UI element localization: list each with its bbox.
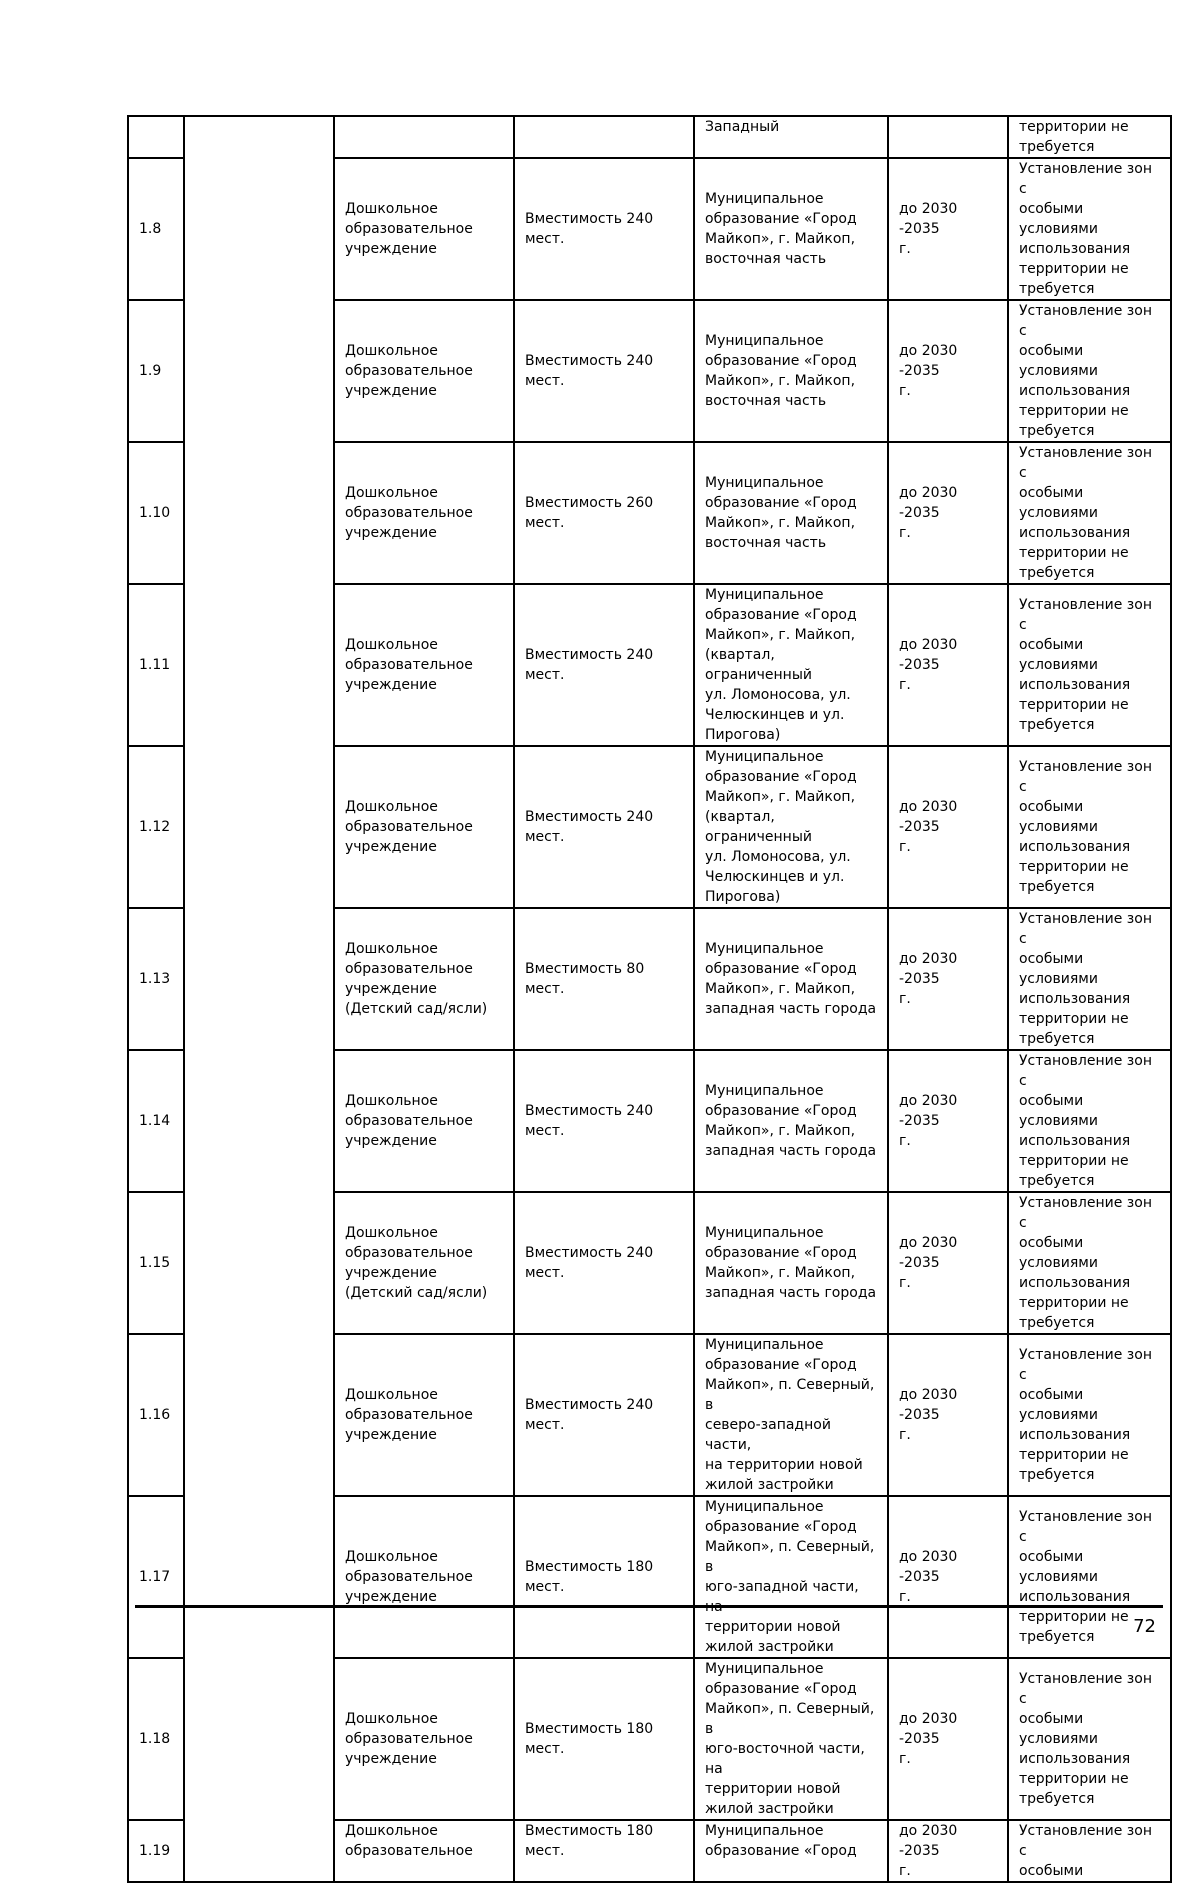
term-cell: до 2030 -2035 г. — [888, 442, 1008, 584]
term-cell: до 2030 -2035 г. — [888, 746, 1008, 908]
capacity-cell: Вместимость 260 мест. — [514, 442, 694, 584]
location-cell: Муниципальное образование «Город Майкоп», г. Майкоп, восточная часть — [694, 158, 888, 300]
object-cell: Дошкольное образовательное учреждение — [334, 1050, 514, 1192]
note-cell: Установление зон с особыми условиями использования территории не требуется — [1008, 1496, 1171, 1658]
number-cell: 1.16 — [128, 1334, 184, 1496]
object-cell: Дошкольное образовательное учреждение (Детский сад/ясли) — [334, 908, 514, 1050]
page-number: 72 — [1133, 1616, 1156, 1637]
table-body — [128, 116, 1171, 1882]
object-cell — [334, 116, 514, 158]
capacity-cell: Вместимость 240 мест. — [514, 158, 694, 300]
object-cell: Дошкольное образовательное учреждение — [334, 300, 514, 442]
location-cell: Муниципальное образование «Город Майкоп», г. Майкоп, западная часть города — [694, 1050, 888, 1192]
location-cell: Муниципальное образование «Город Майкоп», п. Северный, в юго-западной части, территории новой жилой застройки — [694, 1496, 888, 1658]
term-cell: до 2030 -2035 г. — [888, 908, 1008, 1050]
term-cell: до 2030 -2035 г. — [888, 300, 1008, 442]
note-cell: Установление зон с особыми условиями использования территории не требуется — [1008, 300, 1171, 442]
note-cell: Установление зон с особыми условиями использования территории не требуется — [1008, 442, 1171, 584]
location-cell: Западный — [694, 116, 888, 158]
location-cell: Муниципальное образование «Город Майкоп», г. Майкоп, восточная часть — [694, 300, 888, 442]
number-cell: 1.11 — [128, 584, 184, 746]
table-row-continuation — [128, 116, 1171, 158]
capacity-cell: Вместимость 240 мест. — [514, 300, 694, 442]
capacity-cell: Вместимость 180 мест. — [514, 1496, 694, 1658]
note-cell: Установление зон с особыми условиями использования территории не требуется — [1008, 584, 1171, 746]
object-cell: Дошкольное образовательное учреждение — [334, 1658, 514, 1820]
object-cell: Дошкольное образовательное учреждение — [334, 442, 514, 584]
note-cell: Установление зон с особыми условиями использования территории не требуется — [1008, 1334, 1171, 1496]
number-cell: 1.9 — [128, 300, 184, 442]
object-cell: Дошкольное образовательное учреждение — [334, 746, 514, 908]
location-cell: Муниципальное образование «Город Майкоп», г. Майкоп, (квартал, ограниченный ул. Ломоносова, ул. Челюскинцев и ул. Пирогова) — [694, 584, 888, 746]
capacity-cell: Вместимость 240 мест. — [514, 584, 694, 746]
capacity-cell — [514, 116, 694, 158]
number-cell: 1.10 — [128, 442, 184, 584]
number-cell: 1.12 — [128, 746, 184, 908]
location-cell: Муниципальное образование «Город Майкоп», п. Северный, в юго-восточной части, на территории новой жилой застройки — [694, 1658, 888, 1820]
capacity-cell: Вместимость 240 мест. — [514, 1192, 694, 1334]
note-cell: Установление зон с особыми условиями использования территории не требуется — [1008, 1050, 1171, 1192]
term-cell: до 2030 -2035 г. — [888, 1820, 1008, 1882]
note-cell: Установление зон с особыми — [1008, 1820, 1171, 1882]
number-cell: 1.17 — [128, 1496, 184, 1658]
group-cell — [184, 116, 334, 1882]
term-cell: до 2030 -2035 г. — [888, 584, 1008, 746]
note-cell: Установление зон с особыми условиями использования территории не требуется — [1008, 1658, 1171, 1820]
capacity-cell: Вместимость 240 мест. — [514, 1334, 694, 1496]
location-cell: Муниципальное образование «Город Майкоп», п. Северный, в северо-западной части, на территории новой жилой застройки — [694, 1334, 888, 1496]
term-cell — [888, 116, 1008, 158]
object-cell: Дошкольное образовательное учреждение — [334, 584, 514, 746]
term-cell: до 2030 -2035 г. — [888, 1496, 1008, 1658]
note-cell: территории не требуется — [1008, 116, 1171, 158]
number-cell: 1.19 — [128, 1820, 184, 1882]
number-cell: 1.14 — [128, 1050, 184, 1192]
capacity-cell: Вместимость 240 мест. — [514, 746, 694, 908]
object-cell: Дошкольное образовательное учреждение (Детский сад/ясли) — [334, 1192, 514, 1334]
note-cell: Установление зон с особыми условиями использования территории не требуется — [1008, 1192, 1171, 1334]
footer-rule — [135, 1605, 1163, 1608]
number-cell: 1.8 — [128, 158, 184, 300]
number-cell: 1.15 — [128, 1192, 184, 1334]
note-cell: Установление зон с особыми условиями использования территории не требуется — [1008, 158, 1171, 300]
number-cell — [128, 116, 184, 158]
capacity-cell: Вместимость 80 мест. — [514, 908, 694, 1050]
note-cell: Установление зон с особыми условиями использования территории не требуется — [1008, 908, 1171, 1050]
location-cell: Муниципальное образование «Город Майкоп», г. Майкоп, западная часть города — [694, 908, 888, 1050]
term-cell: до 2030 -2035 г. — [888, 1192, 1008, 1334]
term-cell: до 2030 -2035 г. — [888, 1658, 1008, 1820]
object-cell: Дошкольное образовательное учреждение — [334, 158, 514, 300]
object-cell: Дошкольное образовательное — [334, 1820, 514, 1882]
term-cell: до 2030 -2035 г. — [888, 1050, 1008, 1192]
number-cell: 1.18 — [128, 1658, 184, 1820]
object-cell: Дошкольное образовательное учреждение — [334, 1496, 514, 1658]
note-cell: Установление зон с особыми условиями использования территории не требуется — [1008, 746, 1171, 908]
location-cell: Муниципальное образование «Город — [694, 1820, 888, 1882]
location-cell: Муниципальное образование «Город Майкоп», г. Майкоп, западная часть города — [694, 1192, 888, 1334]
location-cell: Муниципальное образование «Город Майкоп», г. Майкоп, восточная часть — [694, 442, 888, 584]
term-cell: до 2030 -2035 г. — [888, 158, 1008, 300]
capacity-cell: Вместимость 180 мест. — [514, 1658, 694, 1820]
term-cell: до 2030 -2035 г. — [888, 1334, 1008, 1496]
planning-table — [127, 115, 1172, 1883]
capacity-cell: Вместимость 180 мест. — [514, 1820, 694, 1882]
number-cell: 1.13 — [128, 908, 184, 1050]
location-cell: Муниципальное образование «Город Майкоп», г. Майкоп, (квартал, ограниченный ул. Ломоносова, ул. Челюскинцев и ул. Пирогова) — [694, 746, 888, 908]
capacity-cell: Вместимость 240 мест. — [514, 1050, 694, 1192]
object-cell: Дошкольное образовательное учреждение — [334, 1334, 514, 1496]
